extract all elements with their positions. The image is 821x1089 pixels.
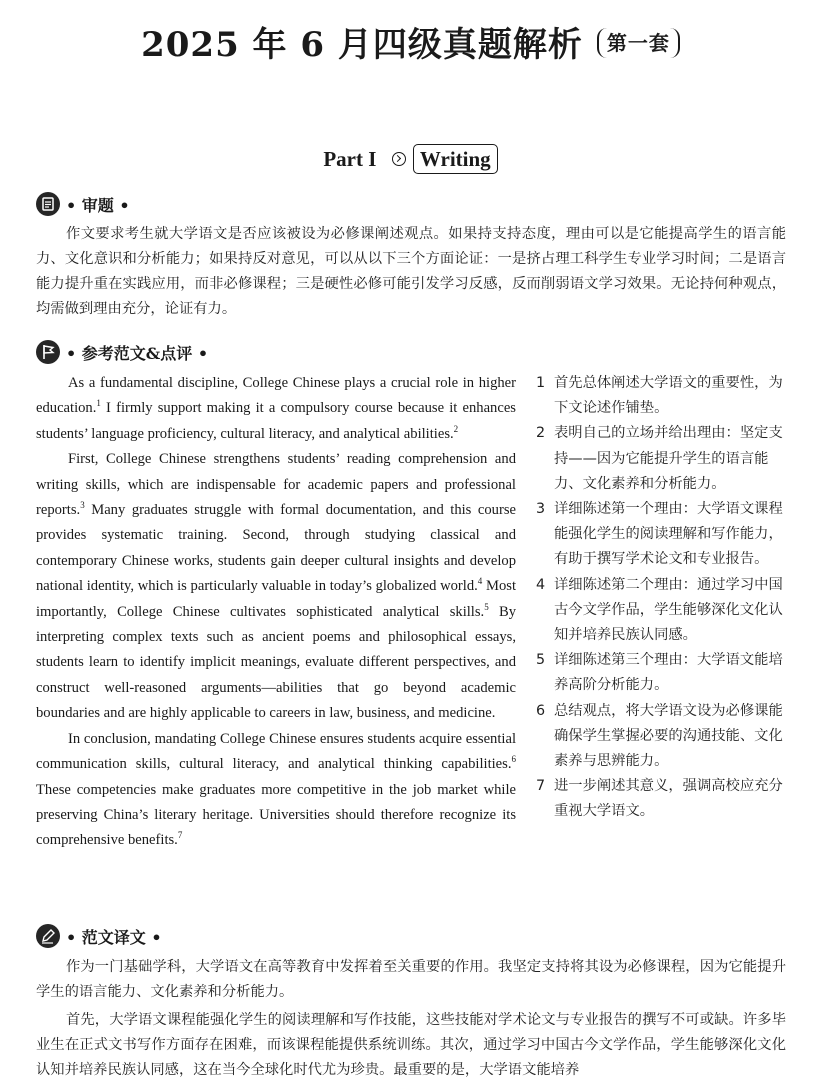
translation-paragraph: 作为一门基础学科，大学语文在高等教育中发挥着至关重要的作用。我坚定支持将其设为必修课程，因为它能提升学生的语言能力、文化素养和分析能力。: [36, 959, 786, 1000]
note-number: 2: [536, 425, 546, 442]
essay-text: First, College Chinese strengthens students’ reading comprehension and writing skills, which are indispensable for academic papers and professional reports.: [36, 451, 516, 519]
reference-number: 7: [177, 830, 183, 841]
translation-paragraph: 首先，大学语文课程能强化学生的阅读理解和写作技能，这些技能对学术论文与专业报告的撰写不可或缺。许多毕业生在正式文书写作方面存在困难，而该课程能提供系统训练。其次，通过学习中国古今文学作品，学生能够深化文化认知并培养民族认同感，这在当今全球化时代尤为珍贵。最重要的是，大学语文能培养: [36, 1012, 786, 1078]
note-item: [536, 648, 786, 698]
commentary-notes: [536, 371, 786, 825]
note-text: 总结观点，将大学语文设为必修课能确保学生掌握必要的沟通技能、文化素养与思辨能力。: [554, 702, 783, 770]
part-name: Writing: [413, 144, 498, 174]
note-text: 首先总体阐述大学语文的重要性，为下文论述作铺垫。: [554, 375, 783, 417]
page-title: [0, 18, 821, 70]
sample-essay: [36, 371, 516, 854]
essay-text: Most importantly, College Chinese cultivates sophisticated analytical skills.: [36, 578, 516, 620]
note-item: [536, 497, 786, 573]
sample-heading-text: • 参考范文&点评 •: [66, 343, 209, 363]
translation-heading-text: • 范文译文 •: [66, 927, 162, 947]
pen-icon: [36, 924, 60, 948]
analysis-text: 作文要求考生就大学语文是否应该被设为必修课阐述观点。如果持支持态度，理由可以是它能提高学生的语言能力、文化意识和分析能力；如果持反对意见，可以从以下三个方面论证：一是挤占理工科学生专业学习时间；二是语言能力提升重在实践应用，而非必修课程；三是硬性必修可能引发学习反感，反而削弱语文学习效果。无论持何种观点，均需做到理由充分，论证有力。: [36, 226, 786, 317]
note-text: 详细陈述第一个理由：大学语文课程能强化学生的阅读理解和写作能力，有助于撰写学术论文和专业报告。: [554, 501, 783, 568]
essay-paragraph: [36, 371, 516, 447]
essay-text: These competencies make graduates more competitive in the job market while preserving China’s literary heritage. Universities should therefore recognize its comprehensive benefits.: [36, 781, 516, 849]
note-number: 1: [536, 375, 546, 391]
sample-heading: [36, 337, 208, 367]
translation-heading: [36, 921, 162, 951]
essay-text: As a fundamental discipline, College Chinese plays a crucial role in higher education.: [36, 375, 516, 417]
reference-number: 2: [453, 423, 459, 434]
analysis-heading-text: • 审题 •: [66, 195, 130, 215]
note-item: [536, 573, 786, 649]
note-number: 7: [536, 778, 546, 795]
note-item: [536, 699, 786, 775]
essay-text: In conclusion, mandating College Chinese ensures students acquire essential communication skills, cultural literacy, and analytical thinking capabilities.: [36, 730, 516, 773]
essay-paragraph: [36, 447, 516, 726]
note-text: 进一步阐述其意义，强调高校应充分重视大学语文。: [554, 778, 783, 820]
note-item: [536, 421, 786, 497]
essay-text: I firmly support making it a compulsory course because it enhances students’ language proficiency, cultural literacy, and analytical abilities.: [36, 400, 516, 442]
set-badge: 第一套: [597, 28, 680, 58]
note-number: 5: [536, 652, 546, 669]
note-number: 3: [536, 501, 546, 518]
reference-number: 6: [511, 754, 516, 765]
note-text: 详细陈述第三个理由：大学语文能培养高阶分析能力。: [554, 652, 783, 694]
reference-number: 5: [484, 601, 489, 612]
part-label: Part I: [323, 147, 377, 172]
note-number: 6: [536, 702, 546, 719]
essay-text: Many graduates struggle with formal documentation, and this course provides systematic training. Second, through studying classical and contemporary Chinese works, students gain deeper cultural insights and develop national identity, which is particularly valuable in today’s globalized world.: [36, 502, 516, 595]
essay-paragraph: [36, 727, 516, 854]
translation-text: [36, 955, 786, 1086]
note-item: [536, 774, 786, 824]
part-heading: [0, 140, 821, 176]
chevron-right-icon: [392, 152, 406, 166]
flag-icon: [36, 340, 60, 364]
reference-number: 4: [477, 576, 483, 587]
note-text: 详细陈述第二个理由：通过学习中国古今文学作品，学生能够深化文化认知并培养民族认同感。: [554, 576, 783, 644]
essay-text: By interpreting complex texts such as ancient poems and philosophical essays, students learn to identify implicit meanings, evaluate different perspectives, and construct well-reasoned arguments—abilities that go beyond academic boundaries and are highly applicable to careers in law, business, and medicine.: [36, 603, 516, 722]
reference-number: 1: [96, 398, 101, 409]
analysis-heading: [36, 189, 130, 219]
reference-number: 3: [80, 500, 85, 511]
note-number: 4: [536, 576, 546, 593]
note-text: 表明自己的立场并给出理由：坚定支持——因为它能提升学生的语言能力、文化素养和分析能力。: [554, 425, 783, 492]
document-icon: [36, 192, 60, 216]
note-item: [536, 371, 786, 421]
page-title-text: 2025 年 6 月四级真题解析: [141, 25, 583, 65]
